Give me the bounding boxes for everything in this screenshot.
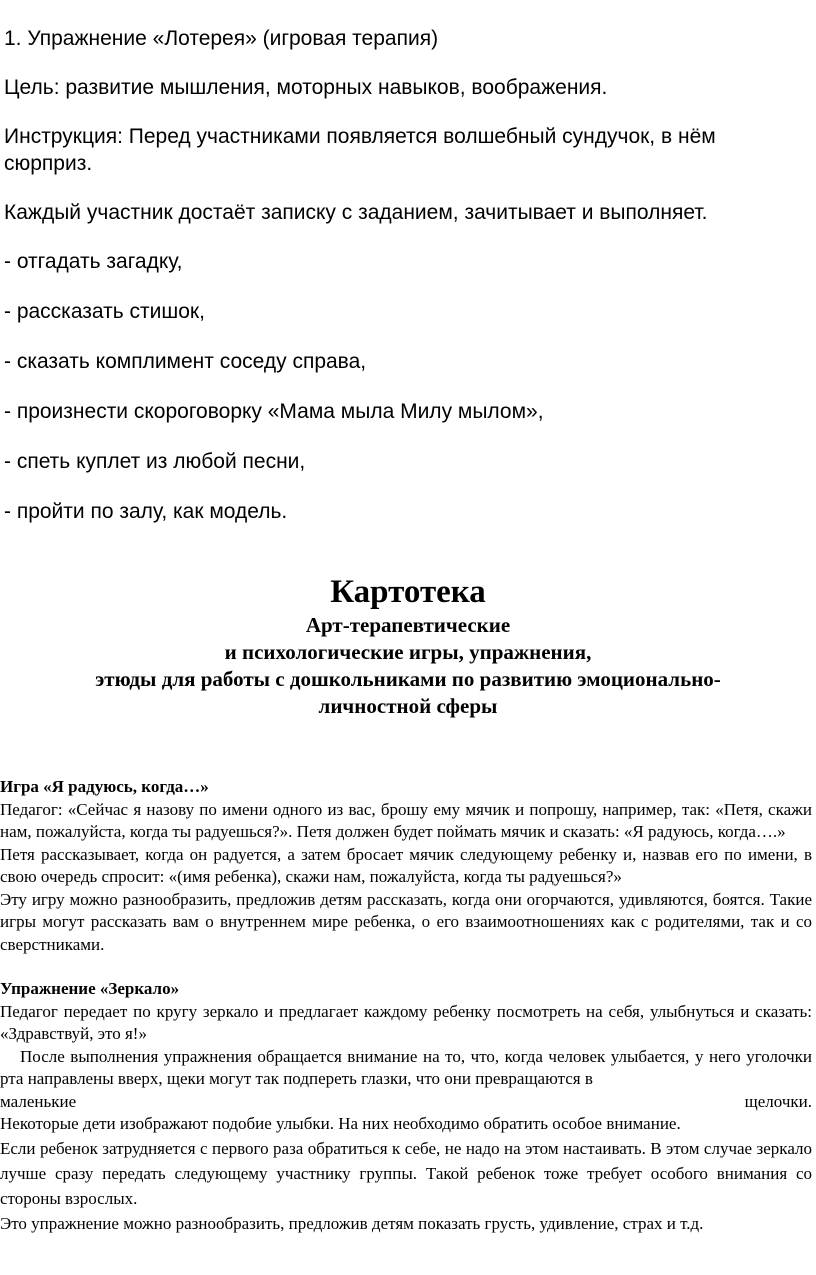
game1-title: Игра «Я радуюсь, когда…» [0, 777, 209, 796]
lottery-title: 1. Упражнение «Лотерея» (игровая терапия) [4, 27, 439, 50]
heading-subtitle-2: и психологические игры, упражнения, [224, 640, 592, 664]
game2-paragraph: Некоторые дети изображают подобие улыбки. На них необходимо обратить особое внимание. [0, 1114, 681, 1133]
game2-paragraph: Если ребенок затрудняется с первого раза обратиться к себе, не надо на этом настаивать. В этом случае зеркало лучше сразу передать следующему участнику группы. Такой ребенок тоже требует особого внимания со стороны взрослых. [0, 1138, 812, 1208]
game1-paragraph: Эту игру можно разнообразить, предложив детям рассказать, когда они огорчаются, удивляются, боятся. Такие игры могут рассказать вам о внутреннем мире ребенка, о его взаимоотношениях как с родителями, так и со сверстниками. [0, 889, 812, 954]
game2-end-right: щелочки. [744, 1091, 812, 1111]
heading-subtitle-4: личностной сферы [318, 694, 498, 718]
heading-subtitle-1: Арт-терапевтические [305, 613, 511, 637]
game2-title: Упражнение «Зеркало» [0, 979, 180, 998]
lottery-item: - рассказать стишок, [4, 300, 205, 323]
games-body [0, 776, 812, 1236]
game2-paragraph: После выполнения упражнения обращается внимание на то, что, когда человек улыбается, у него уголочки рта направлены вверх, щеки могут так подпереть глазки, что они превращаются в [0, 1046, 812, 1088]
game2-end-left: маленькие [0, 1091, 77, 1111]
lottery-each: Каждый участник достаёт записку с заданием, зачитывает и выполняет. [4, 201, 708, 224]
game2-paragraph: Педагог передает по кругу зеркало и предлагает каждому ребенку посмотреть на себя, улыбнуться и сказать: «Здравствуй, это я!» [0, 1001, 812, 1043]
lottery-item: - отгадать загадку, [4, 250, 183, 273]
game2-paragraph-end [0, 1091, 812, 1114]
lottery-item: - сказать комплимент соседу справа, [4, 350, 367, 373]
lottery-goal: Цель: развитие мышления, моторных навыков, воображения. [4, 76, 608, 99]
game1-paragraph: Педагог: «Сейчас я назову по имени одного из вас, брошу ему мячик и попрошу, например, так: «Петя, скажи нам, пожалуйста, когда ты радуешься?». Петя должен будет поймать мячик и сказать: «Я радуюсь, когда….» [0, 799, 812, 841]
heading-subtitle-3: этюды для работы с дошкольниками по развитию эмоционально- [95, 667, 721, 691]
game2-paragraph: Это упражнение можно разнообразить, предложив детям показать грусть, удивление, страх и т.д. [0, 1213, 704, 1233]
heading-title: Картотека [330, 574, 486, 610]
card-index-heading [0, 572, 816, 720]
lottery-instruction: Инструкция: Перед участниками появляется волшебный сундучок, в нём сюрприз. [4, 125, 716, 175]
lottery-section [4, 25, 804, 548]
game1-paragraph: Петя рассказывает, когда он радуется, а затем бросает мячик следующему ребенку и, назвав его по имени, в свою очередь спросит: «(имя ребенка), скажи нам, пожалуйста, когда ты радуешься?» [0, 844, 812, 886]
lottery-item: - произнести скороговорку «Мама мыла Милу мылом», [4, 400, 544, 423]
lottery-item: - пройти по залу, как модель. [4, 500, 288, 523]
lottery-item: - спеть куплет из любой песни, [4, 450, 306, 473]
